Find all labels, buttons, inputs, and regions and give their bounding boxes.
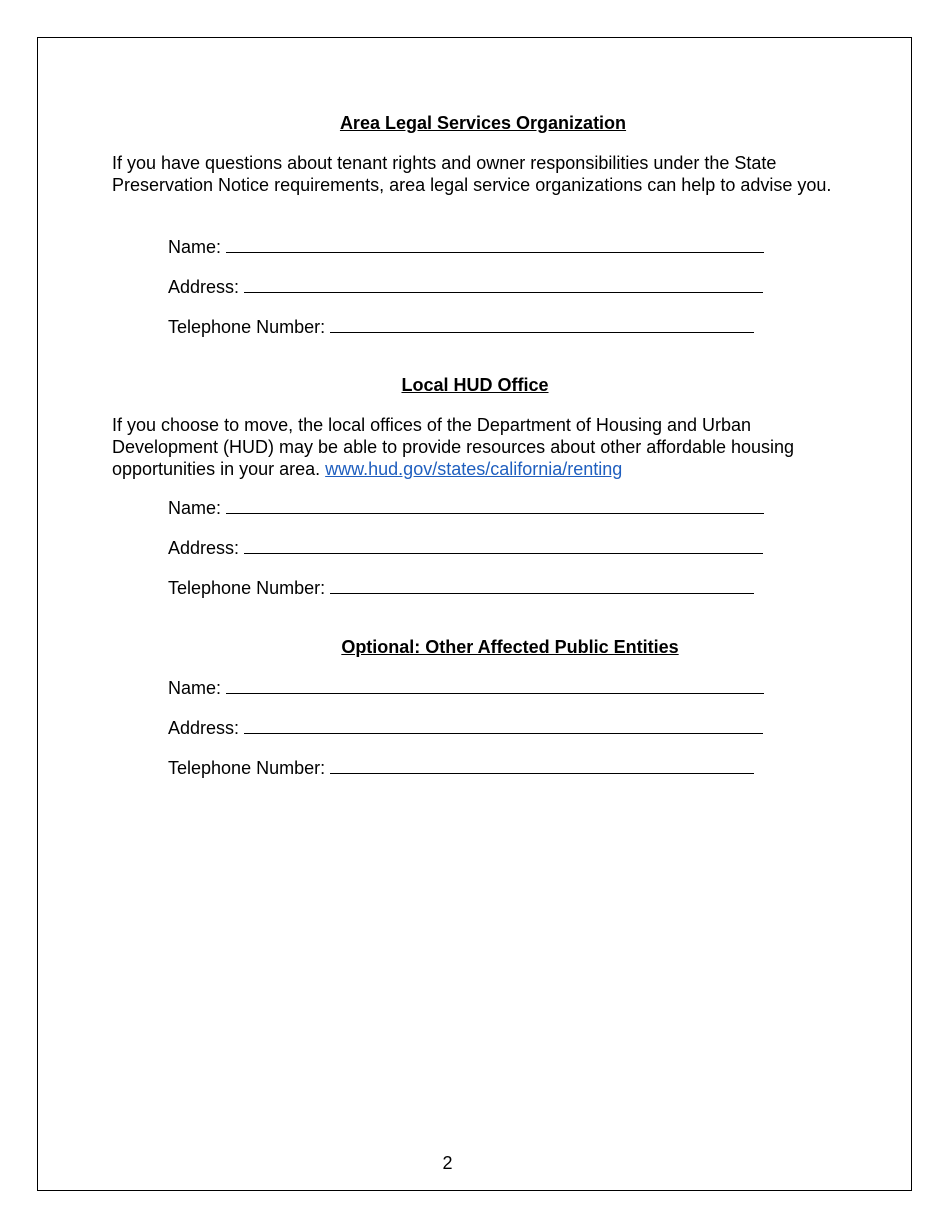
hud-renting-link[interactable]: www.hud.gov/states/california/renting — [325, 459, 623, 479]
hud-telephone-field[interactable] — [168, 576, 754, 599]
optional-name-blank[interactable] — [226, 676, 764, 694]
hud-name-blank[interactable] — [226, 496, 764, 514]
legal-services-heading: Area Legal Services Organization — [339, 113, 627, 133]
optional-address-blank[interactable] — [244, 716, 763, 734]
legal-services-paragraph: If you have questions about tenant rights and owner responsibilities under the State Preservation Notice requirements, area legal service organizations can help to advise you. — [112, 153, 832, 195]
hud-office-heading: Local HUD Office — [401, 375, 549, 395]
legal-name-label: Name: — [168, 237, 222, 257]
legal-address-blank[interactable] — [244, 275, 763, 293]
hud-address-label: Address: — [168, 538, 240, 558]
optional-address-label: Address: — [168, 718, 240, 738]
hud-address-field[interactable] — [168, 536, 763, 559]
legal-address-field[interactable] — [168, 275, 763, 298]
optional-telephone-label: Telephone Number: — [168, 758, 326, 778]
hud-address-blank[interactable] — [244, 536, 763, 554]
optional-entities-heading: Optional: Other Affected Public Entities — [341, 637, 679, 657]
legal-address-label: Address: — [168, 277, 240, 297]
optional-telephone-blank[interactable] — [330, 756, 754, 774]
hud-name-field[interactable] — [168, 496, 764, 519]
hud-telephone-blank[interactable] — [330, 576, 754, 594]
legal-telephone-label: Telephone Number: — [168, 317, 326, 337]
page-number: 2 — [442, 1153, 453, 1173]
legal-telephone-field[interactable] — [168, 315, 754, 338]
hud-name-label: Name: — [168, 498, 222, 518]
hud-office-paragraph-text: If you choose to move, the local offices of the Department of Housing and Urban Development (HUD) may be able to provide resources about other affordable housing opportunities in your area. — [112, 415, 795, 479]
legal-name-blank[interactable] — [226, 235, 764, 253]
page-frame — [37, 37, 912, 1191]
hud-office-paragraph — [112, 414, 832, 480]
optional-telephone-field[interactable] — [168, 756, 754, 779]
hud-telephone-label: Telephone Number: — [168, 578, 326, 598]
optional-name-label: Name: — [168, 678, 222, 698]
optional-address-field[interactable] — [168, 716, 763, 739]
legal-name-field[interactable] — [168, 235, 764, 258]
legal-telephone-blank[interactable] — [330, 315, 754, 333]
optional-name-field[interactable] — [168, 676, 764, 699]
